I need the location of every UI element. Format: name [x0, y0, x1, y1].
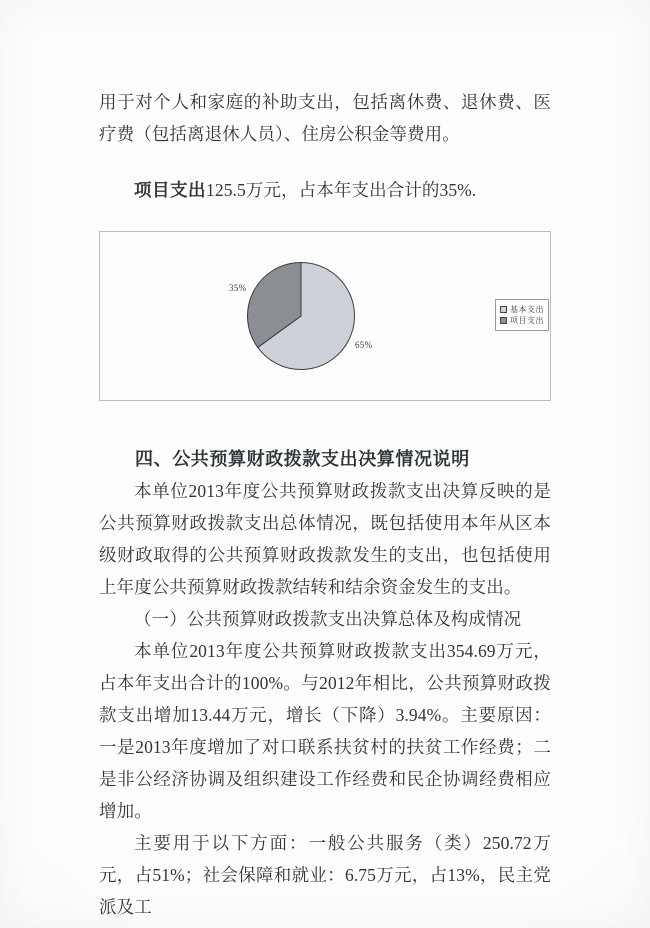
pie-svg: [246, 261, 356, 371]
project-expenditure-statement: [99, 174, 551, 206]
paragraph-usage-breakdown: 主要用于以下方面：一般公共服务（类）250.72万元，占51%；社会保障和就业：6.75万元，占13%，民主党派及工: [99, 833, 551, 917]
expenditure-pie-panel: [99, 231, 551, 401]
legend-marker-project-icon: [500, 317, 507, 324]
paragraph-overview: 本单位2013年度公共预算财政拨款支出决算反映的是公共预算财政拨款支出总体情况，既包括使用本年从区本级财政取得的公共预算财政拨款发生的支出，也包括使用上年度公共预算财政拨款结转和结余资金发生的支出。: [99, 481, 551, 597]
legend-marker-basic-icon: [500, 306, 507, 313]
pie-slice-label-project: 35%: [229, 283, 247, 293]
pie-slice-label-basic: 65%: [355, 340, 373, 350]
subsection-heading: （一）公共预算财政拨款支出决算总体及构成情况: [134, 609, 522, 629]
paragraph-total-expenditure: 本单位2013年度公共预算财政拨款支出354.69万元，占本年支出合计的100%。与2012年相比，公共预算财政拨款支出增加13.44万元，增长（下降）3.94%。主要原因：一是2013年度增加了对口联系扶贫村的扶贫工作经费；二是非公经济协调及组织建设工作经费和民企协调经费相应增加。: [99, 641, 551, 821]
legend-item-basic: [500, 304, 544, 315]
chart-legend: [495, 299, 549, 331]
statement-rest: 125.5万元，占本年支出合计的35%.: [206, 180, 477, 200]
pie-chart: [246, 261, 356, 371]
legend-label-basic: 基本支出: [510, 305, 544, 314]
legend-label-project: 项目支出: [510, 316, 544, 325]
section-heading: 四、公共预算财政拨款支出决算情况说明: [135, 449, 470, 469]
legend-item-project: [500, 315, 544, 326]
paragraph-personal-subsidy: 用于对个人和家庭的补助支出，包括离休费、退休费、医疗费（包括离退休人员）、住房公积金等费用。: [99, 92, 551, 144]
statement-lead-bold: 项目支出: [134, 180, 206, 200]
